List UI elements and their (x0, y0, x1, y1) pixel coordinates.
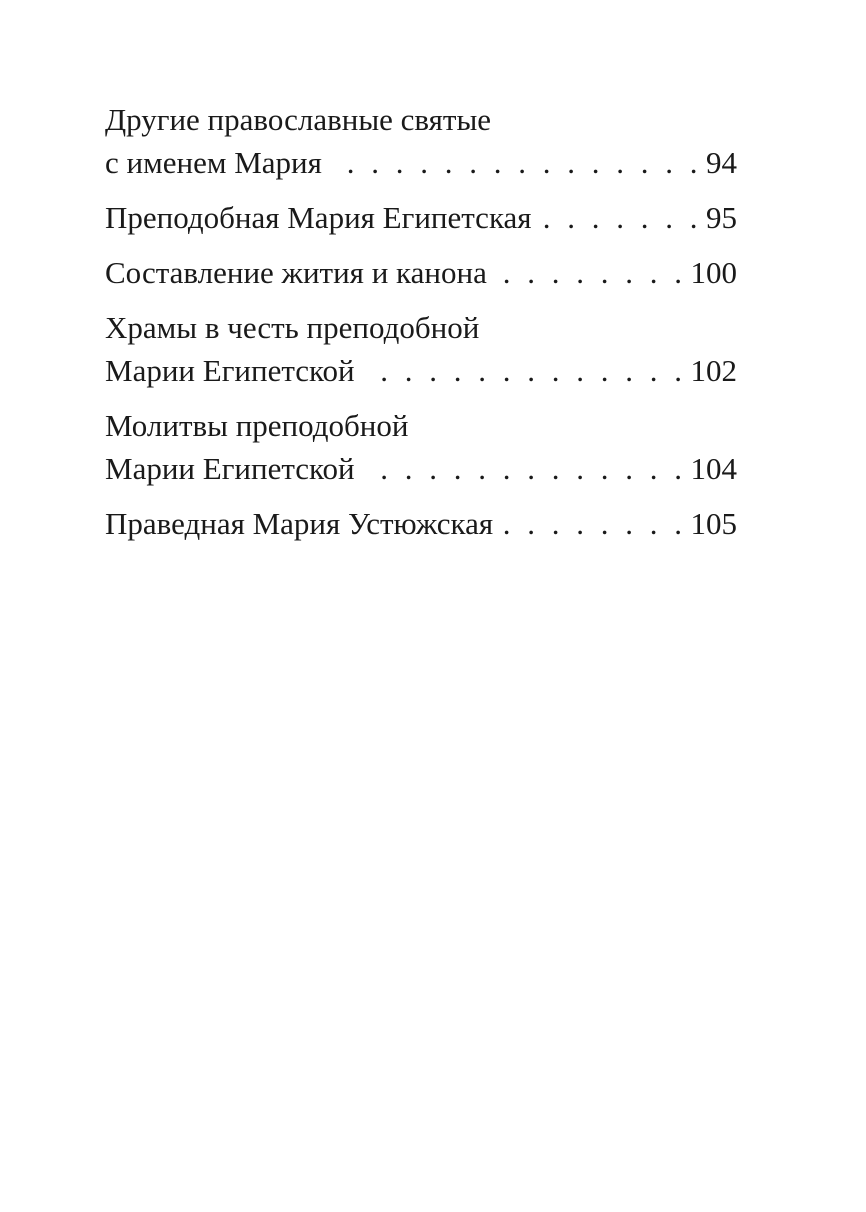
dot-leader (365, 349, 687, 392)
toc-entry-line (105, 196, 737, 239)
dot-leader (503, 502, 686, 545)
toc-entry-title-first-line (105, 98, 737, 141)
toc-entry-line (105, 141, 737, 184)
toc-entry-title: с именем Мария (105, 145, 322, 180)
table-of-contents (105, 98, 737, 557)
toc-entry-title: Марии Египетской (105, 451, 355, 486)
toc-entry-line (105, 349, 737, 392)
toc-page-number: 95 (706, 200, 737, 235)
toc-page-number: 100 (690, 255, 737, 290)
toc-entry[interactable] (105, 98, 737, 184)
toc-entry-line (105, 251, 737, 294)
toc-entry-title-first-line (105, 404, 737, 447)
toc-entry-title: Преподобная Мария Египетская (105, 200, 532, 235)
toc-entry-title-first-line (105, 306, 737, 349)
toc-entry-line (105, 502, 737, 545)
toc-entry-title: Храмы в честь преподобной (105, 310, 480, 345)
toc-entry-title: Молитвы преподобной (105, 408, 409, 443)
toc-entry-title: Составление жития и канона (105, 255, 487, 290)
toc-entry[interactable] (105, 502, 737, 545)
toc-page-number: 102 (690, 353, 737, 388)
dot-leader (497, 251, 687, 294)
toc-page-number: 104 (690, 451, 737, 486)
toc-entry[interactable] (105, 251, 737, 294)
toc-entry[interactable] (105, 196, 737, 239)
toc-page-number: 105 (690, 506, 737, 541)
toc-entry-title: Другие православные святые (105, 102, 492, 137)
toc-entry-line (105, 447, 737, 490)
toc-entry[interactable] (105, 306, 737, 392)
toc-entry-title: Праведная Мария Устюжская (105, 506, 494, 541)
toc-entry[interactable] (105, 404, 737, 490)
toc-entry-title: Марии Египетской (105, 353, 355, 388)
dot-leader (365, 447, 687, 490)
toc-page-number: 94 (706, 145, 737, 180)
dot-leader (542, 196, 702, 239)
dot-leader (332, 141, 702, 184)
